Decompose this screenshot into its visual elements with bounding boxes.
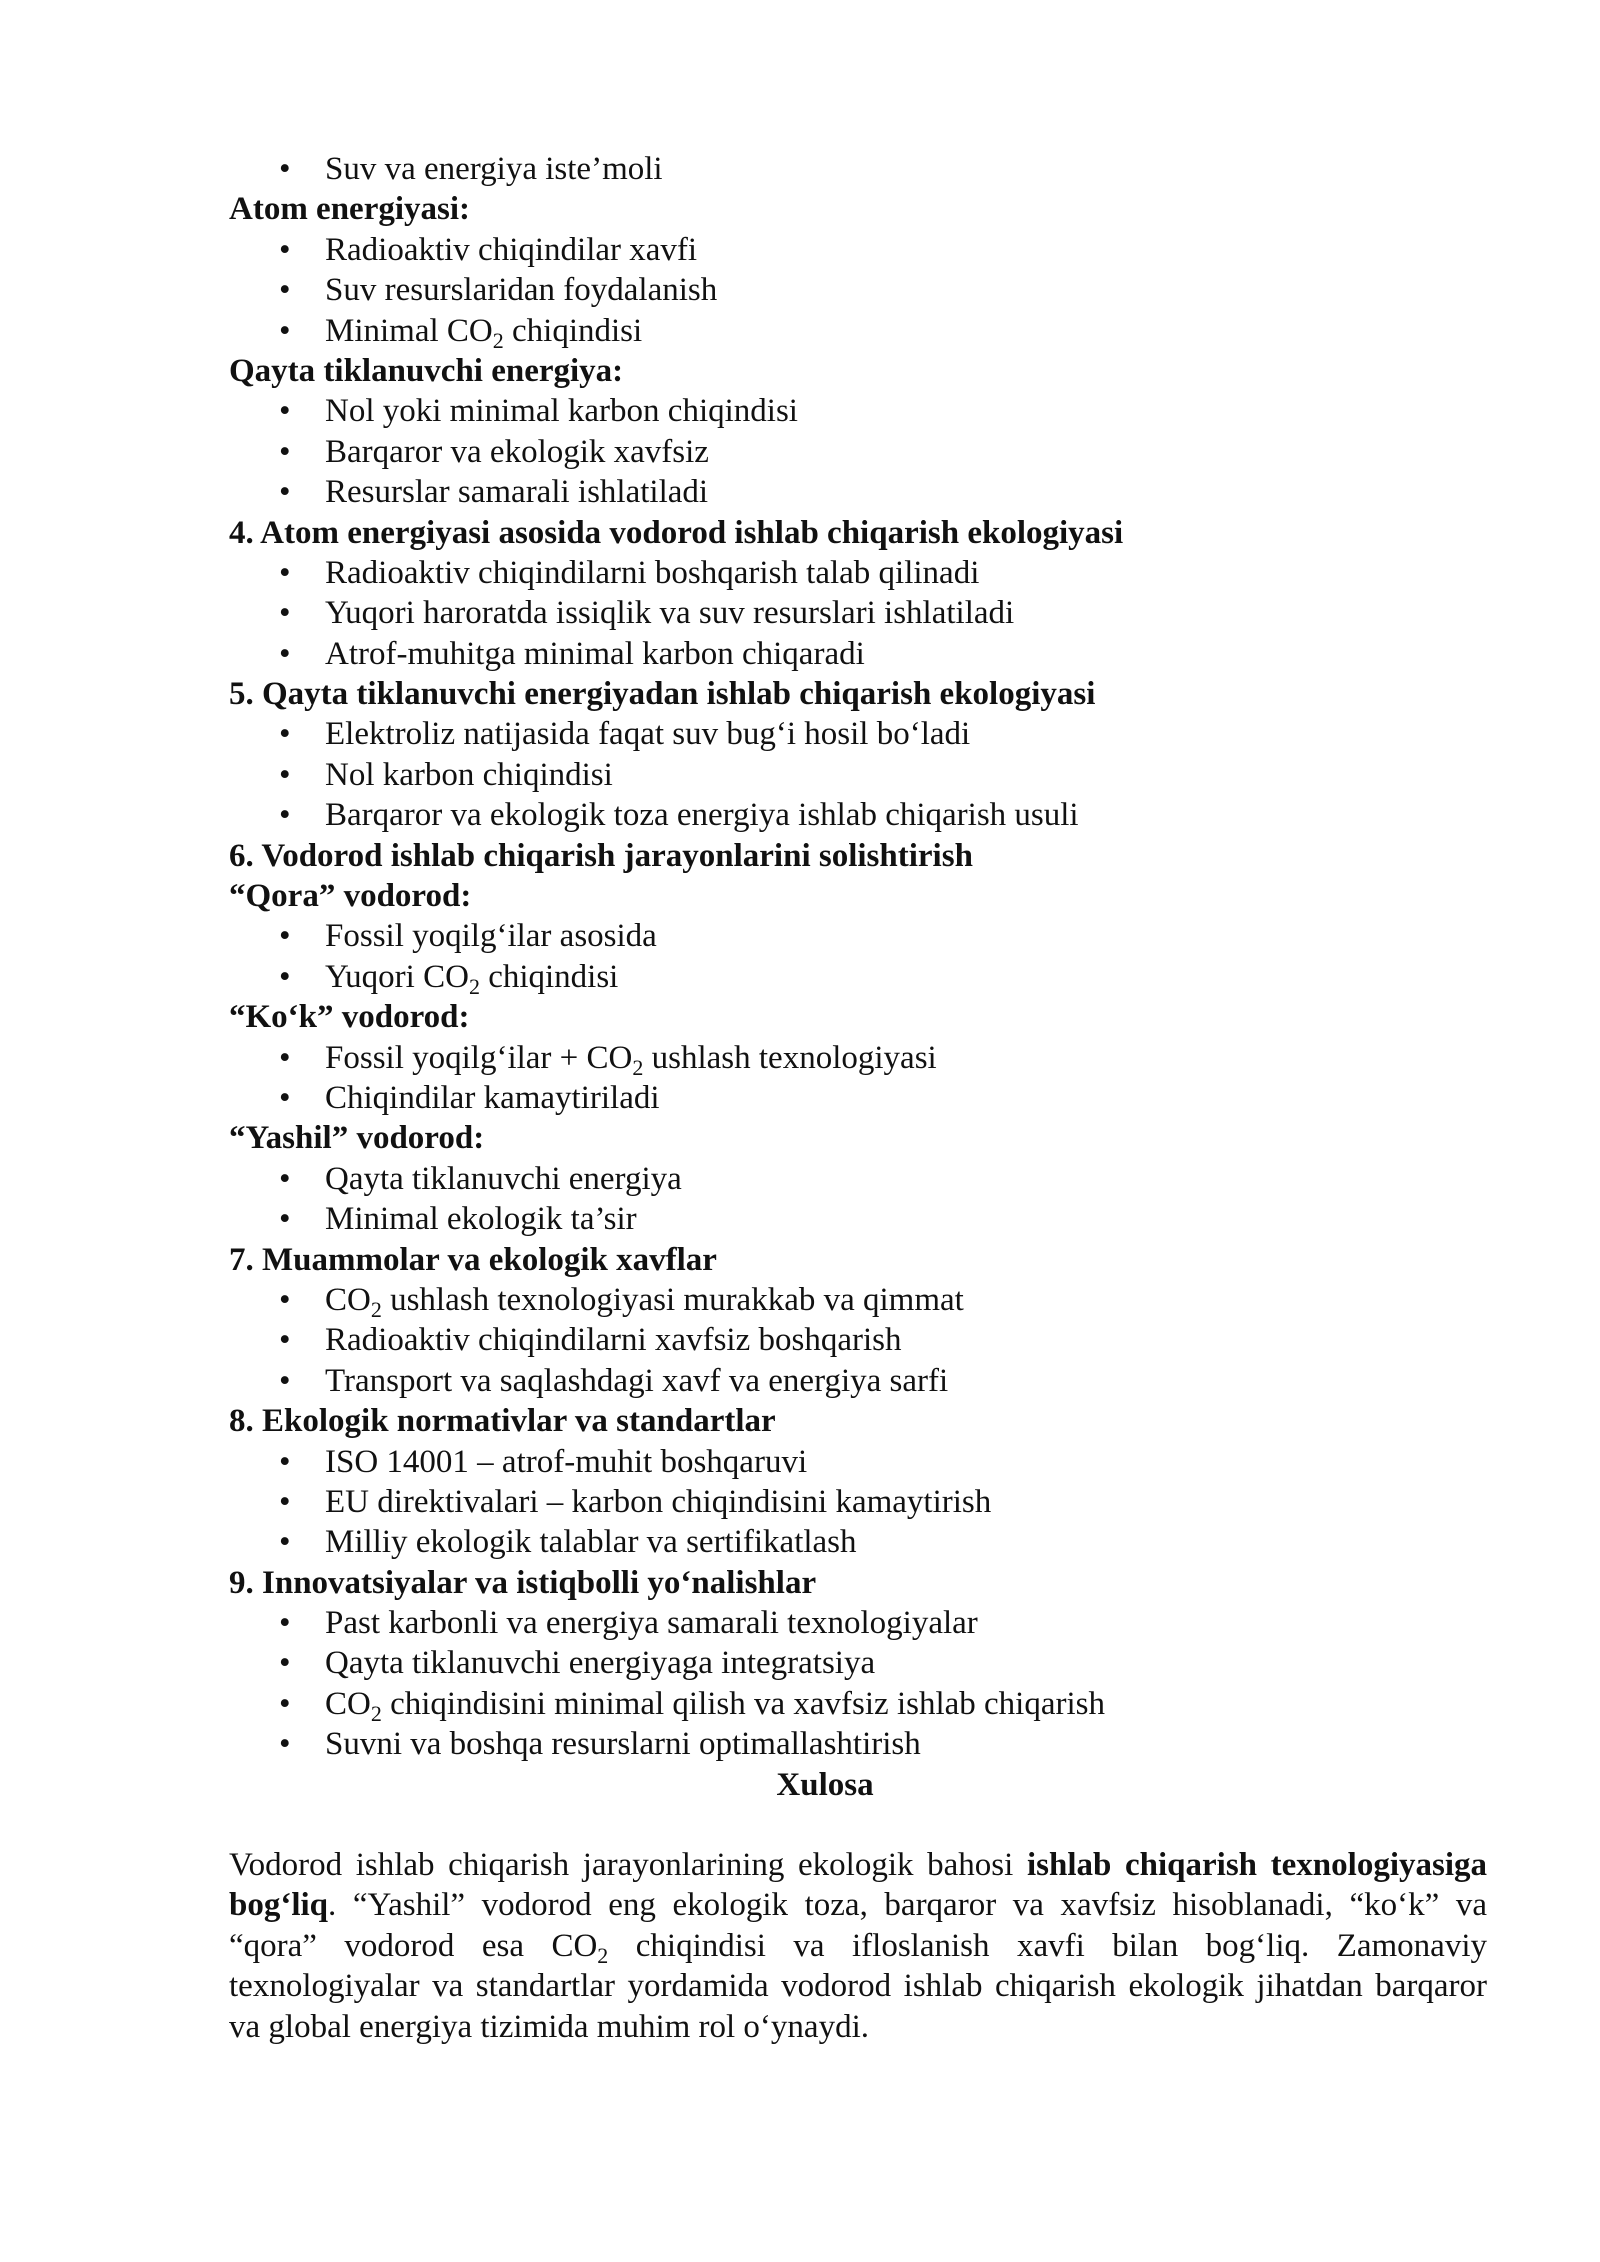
bullet-icon: • [279, 1281, 291, 1318]
list-item: • ISO 14001 – atrof-muhit boshqaruvi [229, 1442, 1487, 1482]
bullet-icon: • [279, 272, 291, 309]
bullet-icon: • [279, 1726, 291, 1763]
section-heading-4: 4. Atom energiyasi asosida vodorod ishlab chiqarish ekologiyasi [229, 514, 1124, 551]
bullet-icon: • [279, 1524, 291, 1561]
list-item: • Suvni va boshqa resurslarni optimallashtirish [229, 1724, 1487, 1764]
bullet-icon: • [279, 312, 291, 349]
list-item: • Nol karbon chiqindisi [229, 755, 1487, 795]
bullet-icon: • [279, 1160, 291, 1197]
bullet-icon: • [279, 1645, 291, 1682]
list-item: • Radioaktiv chiqindilarni boshqarish talab qilinadi [229, 553, 1487, 593]
list-item: • Suv va energiya iste’moli [229, 149, 1487, 189]
bullet-icon: • [279, 1079, 291, 1116]
list-item: • $CO_2$ chiqindisini minimal qilish va xavfsiz ishlab chiqarish [279, 1685, 1105, 1726]
bullet-icon: • [279, 151, 291, 187]
bullet-icon: • [279, 474, 291, 511]
section-heading-6: 6. Vodorod ishlab chiqarish jarayonlarini solishtirish [229, 837, 973, 874]
conclusion-title: Xulosa [776, 1766, 874, 1803]
list-item: • Resurslar samarali ishlatiladi [229, 472, 1487, 512]
bullet-icon: • [279, 1201, 291, 1238]
bullet-icon: • [279, 756, 291, 793]
subheading-renewable: Qayta tiklanuvchi energiya: [229, 352, 624, 389]
bullet-icon: • [279, 1685, 291, 1722]
bullet-icon: • [279, 958, 291, 995]
list-item: • Chiqindilar kamaytiriladi [229, 1078, 1487, 1118]
bullet-icon: • [279, 231, 291, 268]
bullet-icon: • [279, 554, 291, 591]
list-item: • Fossil yoqilg‘ilar + $CO_2$ ushlash texnologiyasi [279, 1039, 937, 1080]
bullet-icon: • [279, 716, 291, 753]
list-item: • Fossil yoqilg‘ilar asosida [229, 916, 1487, 956]
list-item: • Milliy ekologik talablar va sertifikatlash [229, 1522, 1487, 1562]
bullet-icon: • [279, 393, 291, 430]
list-item: • Qayta tiklanuvchi energiya [229, 1159, 1487, 1199]
conclusion-paragraph: Vodorod ishlab chiqarish jarayonlarining ekologik bahosi ishlab chiqarish texnologiyasiga bog‘liq. “Yashil” vodorod eng ekologik toza, barqaror va xavfsiz hisoblanadi, “ko‘k” va “qora” vodorod esa $CO_2$ chiqindisi va ifloslanish xavfi bilan bog‘liq. Zamonaviy texnologiyalar va standartlar yordamida vodorod ishlab chiqarish ekologik jihatdan barqaror va global energiya tizimida muhim rol o‘ynaydi. [229, 1847, 1487, 2045]
list-item: • Barqaror va ekologik toza energiya ishlab chiqarish usuli [229, 795, 1487, 835]
bullet-icon: • [279, 1039, 291, 1076]
list-item: • EU direktivalari – karbon chiqindisini kamaytirish [229, 1482, 1487, 1522]
list-item: • $CO_2$ ushlash texnologiyasi murakkab va qimmat [279, 1281, 964, 1322]
bullet-icon: • [279, 1483, 291, 1520]
list-item: • Suv resurslaridan foydalanish [229, 270, 1487, 310]
section-heading-7: 7. Muammolar va ekologik xavflar [229, 1241, 717, 1278]
bullet-icon: • [279, 1362, 291, 1399]
list-item: • Barqaror va ekologik xavfsiz [229, 432, 1487, 472]
subheading-yashil: “Yashil” vodorod: [229, 1120, 485, 1157]
subheading-kok: “Ko‘k” vodorod: [229, 999, 470, 1036]
list-item: • Yuqori haroratda issiqlik va suv resurslari ishlatiladi [229, 593, 1487, 633]
section-heading-5: 5. Qayta tiklanuvchi energiyadan ishlab chiqarish ekologiyasi [229, 676, 1096, 713]
list-item: • Elektroliz natijasida faqat suv bug‘i hosil bo‘ladi [229, 714, 1487, 754]
bullet-icon: • [279, 918, 291, 955]
list-item: • Radioaktiv chiqindilar xavfi [229, 230, 1487, 270]
document-content [229, 149, 1487, 2047]
bullet-icon: • [279, 595, 291, 632]
list-item: • Minimal $CO_2$ chiqindisi [279, 312, 643, 353]
bullet-icon: • [279, 433, 291, 470]
list-item: • Atrof-muhitga minimal karbon chiqaradi [229, 634, 1487, 674]
section-heading-8: 8. Ekologik normativlar va standartlar [229, 1403, 776, 1440]
list-item: • Radioaktiv chiqindilarni xavfsiz boshqarish [229, 1320, 1487, 1360]
list-item: • Yuqori $CO_2$ chiqindisi [279, 958, 619, 999]
bullet-icon: • [279, 1443, 291, 1480]
subheading-qora: “Qora” vodorod: [229, 878, 472, 915]
list-item: • Past karbonli va energiya samarali texnologiyalar [229, 1603, 1487, 1643]
list-item: • Qayta tiklanuvchi energiyaga integratsiya [229, 1643, 1487, 1683]
section-heading-9: 9. Innovatsiyalar va istiqbolli yo‘nalishlar [229, 1564, 817, 1601]
bullet-icon: • [279, 797, 291, 834]
subheading-atom: Atom energiyasi: [229, 191, 471, 228]
list-item: • Transport va saqlashdagi xavf va energiya sarfi [229, 1361, 1487, 1401]
list-item: • Minimal ekologik ta’sir [229, 1199, 1487, 1239]
bullet-icon: • [279, 1605, 291, 1642]
bullet-icon: • [279, 1322, 291, 1359]
spacer [229, 1805, 1487, 1845]
list-item: • Nol yoki minimal karbon chiqindisi [229, 391, 1487, 431]
bullet-icon: • [279, 635, 291, 672]
